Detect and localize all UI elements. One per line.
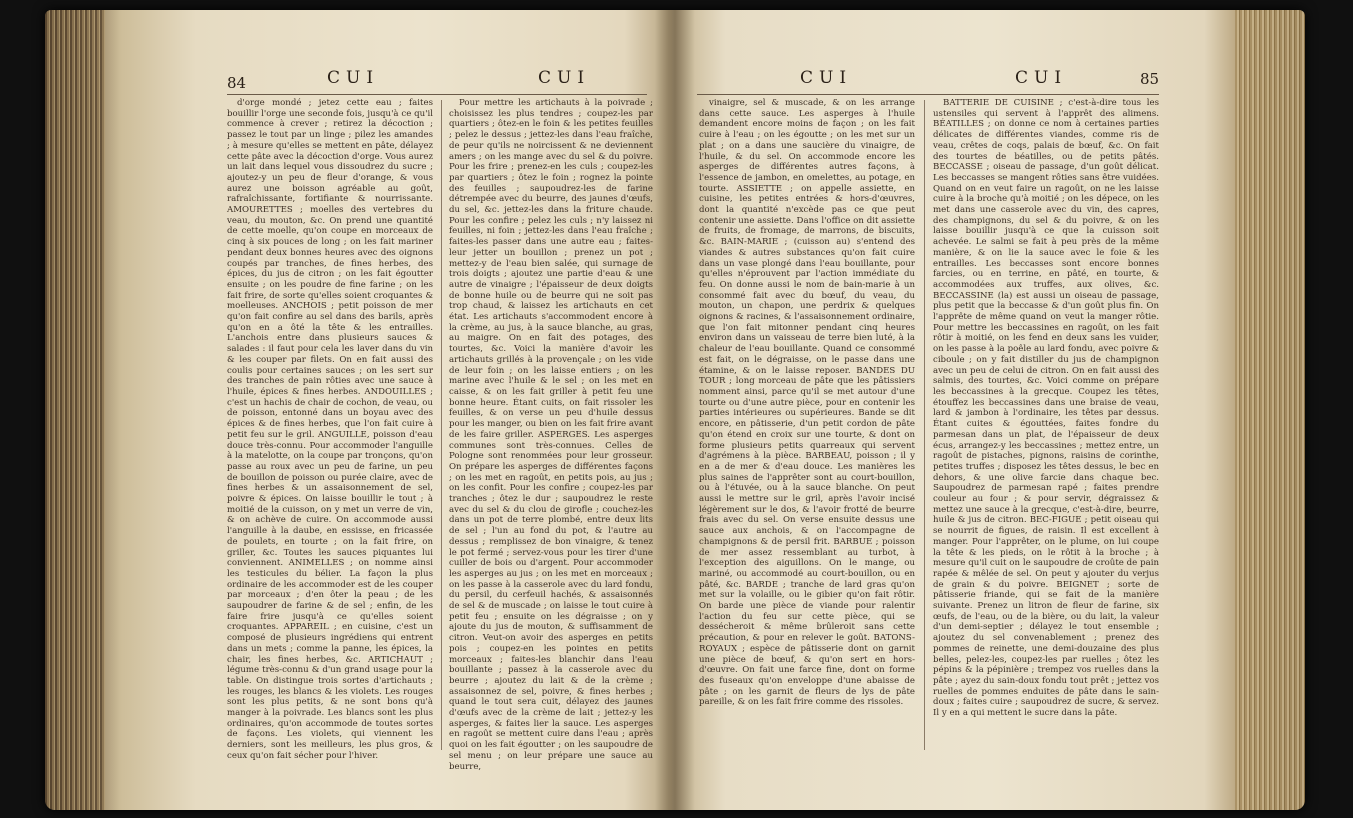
page-number-left: 84 [227, 74, 247, 92]
column-text: Pour mettre les artichauts à la poivrade ; choisissez les plus tendres ; coupez-les par quartiers ; ôtez-en le foin & les petites feuilles ; pelez le dessus ; jettez-les dans l'eau fraîche, de peur qu'ils ne noircissent & ne deviennent amers ; on les mange avec du sel & du poivre. Pour les frire ; prenez-en les culs ; coupez-les par quartiers ; ôtez le foin ; rognez la pointe des feuilles ; saupoudrez-les de farine détrempée avec du beurre, des jaunes d'œufs, du sel, &c. jettez-les dans la friture chaude. Pour les confire ; pelez les culs ; n'y laissez ni feuilles, ni foin ; jettez-les dans l'eau fraîche ; faites-les passer dans une autre eau ; faites-leur jetter un bouillon ; prenez un pot ; mettez-y de l'eau bien salée, qui surnage de trois doigts ; ajoutez une partie d'eau & une autre de vinaigre ; l'épaisseur de deux doigts de bonne huile ou de beurre qui ne soit pas trop chaud, & laissez les artichauts en cet état. Les artichauts s'accommodent encore à la crème, au jus, à la sauce blanche, au gras, au maigre. On en fait des potages, des tourtes, &c. Voici la manière d'avoir les artichauts grillés à la provençale ; on les vide de leur foin ; on les laisse entiers ; on les marine avec l'huile & le sel ; on les met en caisse, & on les fait griller à petit feu une bonne heure. Étant cuits, on fait rissoler les feuilles, & on verse un peu d'huile dessus pour les manger, ou bien on les fait frire avant de les faire griller. ASPERGES. Les asperges communes sont très-connues. Celles de Pologne sont renommées pour leur grosseur. On prépare les asperges de différentes façons ; on les met en ragoût, en petits pois, au jus ; on les confit. Pour les confire ; coupez-les par tranches ; ôtez le dur ; saupoudrez le reste avec du sel & du clou de girofle ; couchez-les dans un pot de terre plombé, entre deux lits de sel ; l'un au fond du pot, & l'autre au dessus ; remplissez de bon vinaigre, & tenez le pot fermé ; servez-vous pour les tirer d'une cuiller de bois ou d'argent. Pour accommoder les asperges au jus ; on les met en morceaux ; on les passe à la casserole avec du lard fondu, du persil, du cerfeuil hachés, & assaisonnés de sel & de muscade ; on laisse le tout cuire à petit feu ; ensuite on les dégraisse ; on y ajoute du jus de mouton, & suffisamment de citron. Veut-on avoir des asperges en petits pois ; coupez-en les pointes en petits morceaux ; faites-les blanchir dans l'eau bouillante ; passez à la casserole avec du beurre ; ajoutez du lait & de la crème ; assaisonnez de sel, poivre, & fines herbes ; quand le tout sera cuit, délayez des jaunes d'œufs avec de la crème de lait ; jettez-y les asperges, & faites lier la sauce. Les asperges en ragoût se mettent cuire dans l'eau ; après quoi on les fait égoutter ; on les saupoudre de sel menu ; on leur prépare une sauce au beurre, [449, 98, 653, 772]
right-page-column-1 [699, 98, 915, 753]
page-number-right: 85 [1140, 70, 1160, 88]
left-page-header-col1: CUI [327, 68, 380, 88]
right-page-column-2 [933, 98, 1159, 753]
left-page-column-2 [449, 98, 653, 772]
left-page-header-col2: CUI [538, 68, 591, 88]
left-column-divider [441, 100, 442, 750]
column-text: d'orge mondé ; jetez cette eau ; faites bouillir l'orge une seconde fois, jusqu'à ce qu'il commence à crever ; retirez la décoction ; passez le tout par un linge ; pilez les amandes ; à mesure qu'elles se mettent en pâte, délayez cette pâte avec la décoction d'orge. Vous aurez un lait dans lequel vous dissoudrez du sucre ; ajoutez-y un peu de fleur d'orange, & vous aurez une boisson agréable au goût, rafraîchissante, fortifiante & nourrissante. AMOURETTES ; moelles des vertebres du veau, du mouton, &c. On prend une quantité de cette moelle, qu'on coupe en morceaux de cinq à six pouces de long ; on les fait mariner pendant deux bonnes heures avec des oignons coupés par tranches, de fines herbes, des épices, du jus de citron ; on les fait égoutter ensuite ; on les poudre de fine farine ; on les fait frire, de sorte qu'elles soient croquantes & moelleuses. ANCHOIS ; petit poisson de mer qu'on fait confire au sel dans des barils, après qu'on en a ôté la tête & les entrailles. L'anchois entre dans plusieurs sauces & salades : il faut pour cela les laver dans du vin & les couper par filets. On en fait aussi des coulis pour certaines sauces ; on les sert sur des tranches de pain rôties avec une sauce à l'huile, épices & fines herbes. ANDOUILLES ; c'est un hachis de chair de cochon, de veau, ou de poisson, entonné dans un boyau avec des épices & de fines herbes, que l'on fait cuire à petit feu sur le gril. ANGUILLE, poisson d'eau douce très-connu. Pour accommoder l'anguille à la matelotte, on la coupe par tronçons, qu'on passe au roux avec un peu de farine, un peu de bouillon de poisson ou purée claire, avec de fines herbes & un assaisonnement de sel, poivre & épices. On laisse bouillir le tout ; à moitié de la cuisson, on y met un verre de vin, & on achève de cuire. On accommode aussi l'anguille à la daube, en essisse, en fricassée de poulets, en tourte ; on la fait frire, on griller, &c. Toutes les sauces piquantes lui conviennent. ANIMELLES ; on nomme ainsi les testicules du bélier. La façon la plus ordinaire de les accommoder est de les couper par morceaux ; d'en ôter la peau ; de les saupoudrer de farine & de sel ; enfin, de les faire frire jusqu'à ce qu'elles soient croquantes. APPAREIL ; en cuisine, c'est un composé de plusieurs ingrédiens qui entrent dans un mets ; comme la panne, les épices, la chair, les fines herbes, &c. ARTICHAUT ; légume très-connu & d'un grand usage pour la table. On distingue trois sortes d'artichauts ; les rouges, les blancs & les violets. Les rouges sont les plus petits, & ne sont bons qu'à manger à la poivrade. Les blancs sont les plus ordinaires, qu'on accommode de toutes sortes de façons. Les violets, qui viennent les derniers, sont les meilleurs, les plus gros, & ceux qu'on fait sécher pour l'hiver. [227, 98, 433, 761]
book-spread [45, 10, 1305, 810]
right-column-divider [924, 100, 925, 750]
right-header-rule [697, 94, 1159, 95]
right-page-header-col1: CUI [800, 68, 853, 88]
right-page-header-col2: CUI [1015, 68, 1068, 88]
right-page [675, 10, 1305, 810]
left-header-rule [227, 94, 647, 95]
column-text: vinaigre, sel & muscade, & on les arrange dans cette sauce. Les asperges à l'huile demandent encore moins de façon ; on les fait cuire à l'eau ; on les égoutte ; on les met sur un plat ; on a dans une saucière du vinaigre, de l'huile, & du sel. On accommode encore les asperges de différentes autres façons, à l'essence de jambon, en omelettes, au potage, en tourte. ASSIETTE ; on appelle assiette, en cuisine, les petites entrées & hors-d'œuvres, dont la quantité n'excède pas ce que peut contenir une assiette. Dans l'office on dit assiette de fruits, de fromage, de marrons, de biscuits, &c. BAIN-MARIE ; (cuisson au) s'entend des viandes & autres substances qu'on fait cuire dans un vase plongé dans l'eau bouillante, pour qu'elles n'éprouvent par l'action immédiate du feu. On donne aussi le nom de bain-marie à un consommé fait avec du bœuf, du veau, du mouton, un chapon, une perdrix & quelques oignons & racines, & l'assaisonnement ordinaire, que l'on fait mitonner pendant cinq heures environ dans un vaisseau de terre bien luté, à la chaleur de l'eau bouillante. Quand ce consommé est fait, on le dégraisse, on le passe dans une étamine, & on le laisse reposer. BANDES DU TOUR ; long morceau de pâte que les pâtissiers nomment ainsi, parce qu'il se met autour d'une tourte ou d'une autre pièce, pour en contenir les parties intérieures ou supérieures. Bande se dit encore, en pâtisserie, d'un petit cordon de pâte qu'on étend en croix sur une tourte, & dont on forme plusieurs petits quarreaux qui servent d'agrémens à la pièce. BARBEAU, poisson ; il y en a de mer & d'eau douce. Les manières les plus saines de l'apprêter sont au court-bouillon, ou à l'étuvée, ou à la sauce blanche. On peut aussi le mettre sur le gril, après l'avoir incisé légèrement sur le dos, & l'avoir frotté de beurre frais avec du sel. On verse ensuite dessus une sauce aux anchois, & on l'accompagne de champignons & de persil frit. BARBUE ; poisson de mer assez ressemblant au turbot, à l'exception des aiguillons. On le mange, ou mariné, ou accommodé au court-bouillon, ou en pâté, &c. BARDE ; tranche de lard gras qu'on met sur la volaille, ou le gibier qu'on fait rôtir. On barde une pièce de viande pour ralentir l'action du feu sur cette pièce, qui se dessécheroit & même brûleroit sans cette précaution, & pour en relever le goût. BATONS-ROYAUX ; espèce de pâtisserie dont on garnit une pièce de bœuf, & qu'on sert en hors-d'œuvre. On fait une farce fine, dont on forme des fuseaux qu'on enveloppe d'une abaisse de pâte ; on les garnit de fleurs de lys de pâte pareille, & on les fait frire comme des rissoles. [699, 98, 915, 708]
left-page-column-1 [227, 98, 433, 761]
column-text: BATTERIE DE CUISINE ; c'est-à-dire tous les ustensiles qui servent à l'apprêt des alimens. BÉATILLES ; on donne ce nom à certaines parties délicates de différentes viandes, comme ris de veau, crêtes de coqs, palais de bœuf, &c. On fait des tourtes de béatilles, ou de petits pâtés. BECCASSE ; oiseau de passage, d'un goût délicat. Les beccasses se mangent rôties sans être vuidées. Quand on en veut faire un ragoût, on ne les laisse cuire à la broche qu'à moitié ; on les dépece, on les met dans une casserole avec du vin, des capres, des champignons, du sel & du poivre, & on les laisse bouillir jusqu'à ce que la cuisson soit achevée. Le salmi se fait à peu près de la même manière, & on lie la sauce avec le foie & les entrailles. Les beccasses sont encore bonnes farcies, ou en terrine, en pâté, en tourte, & accommodées aux truffes, aux olives, &c. BECCASSINE (la) est aussi un oiseau de passage, plus petit que la beccasse & d'un goût plus fin. On l'apprête de même quand on veut la manger rôtie. Pour mettre les beccassines en ragoût, on les fait rôtir à moitié, on les fend en deux sans les vuider, on les passe à la poêle au lard fondu, avec poivre & ciboule ; on y fait distiller du jus de champignon avec un peu de celui de citron. On en fait aussi des salmis, des tourtes, &c. Voici comme on prépare les beccassines à la grecque. Coupez les têtes, étouffez les beccassines dans une braise de veau, lard & jambon à l'ordinaire, les têtes par dessus. Étant cuites & égouttées, faites fondre du parmesan dans un plat, de l'épaisseur de deux écus, arrangez-y les beccassines ; mettez entre, un ragoût de pistaches, pignons, raisins de corinthe, petites truffes ; disposez les têtes dessus, le bec en dehors, & une olive farcie dans chaque bec. Saupoudrez de parmesan rapé ; faites prendre couleur au four ; & pour servir, dégraissez & mettez une sauce à la grecque, c'est-à-dire, beurre, huile & jus de citron. BEC-FIGUE ; petit oiseau qui se nourrit de figues, de raisin. Il est excellent à manger. Pour l'apprêter, on le plume, on lui coupe la tête & les pieds, on le rôtit à la broche ; à mesure qu'il cuit on le saupoudre de croûte de pain rapée & mêlée de sel. On peut y ajouter du verjus de grain & du poivre. BEIGNET ; sorte de pâtisserie friande, qui se fait de la manière suivante. Prenez un litron de fleur de farine, six œufs, de l'eau, ou de la bière, ou du lait, la valeur d'un demi-septier ; délayez le tout ensemble ; ajoutez du sel convenablement ; prenez des pommes de reinette, une demi-douzaine des plus belles, pelez-les, coupez-les par ruelles ; ôtez les pépins & la pépinière ; trempez vos ruelles dans la pâte ; ayez du sain-doux fondu tout prêt ; jettez vos ruelles de pommes enduites de pâte dans le sain-doux ; faites cuire ; saupoudrez de sucre, & servez. Il y en a qui mettent le sucre dans la pâte. [933, 98, 1159, 719]
left-page [45, 10, 675, 810]
